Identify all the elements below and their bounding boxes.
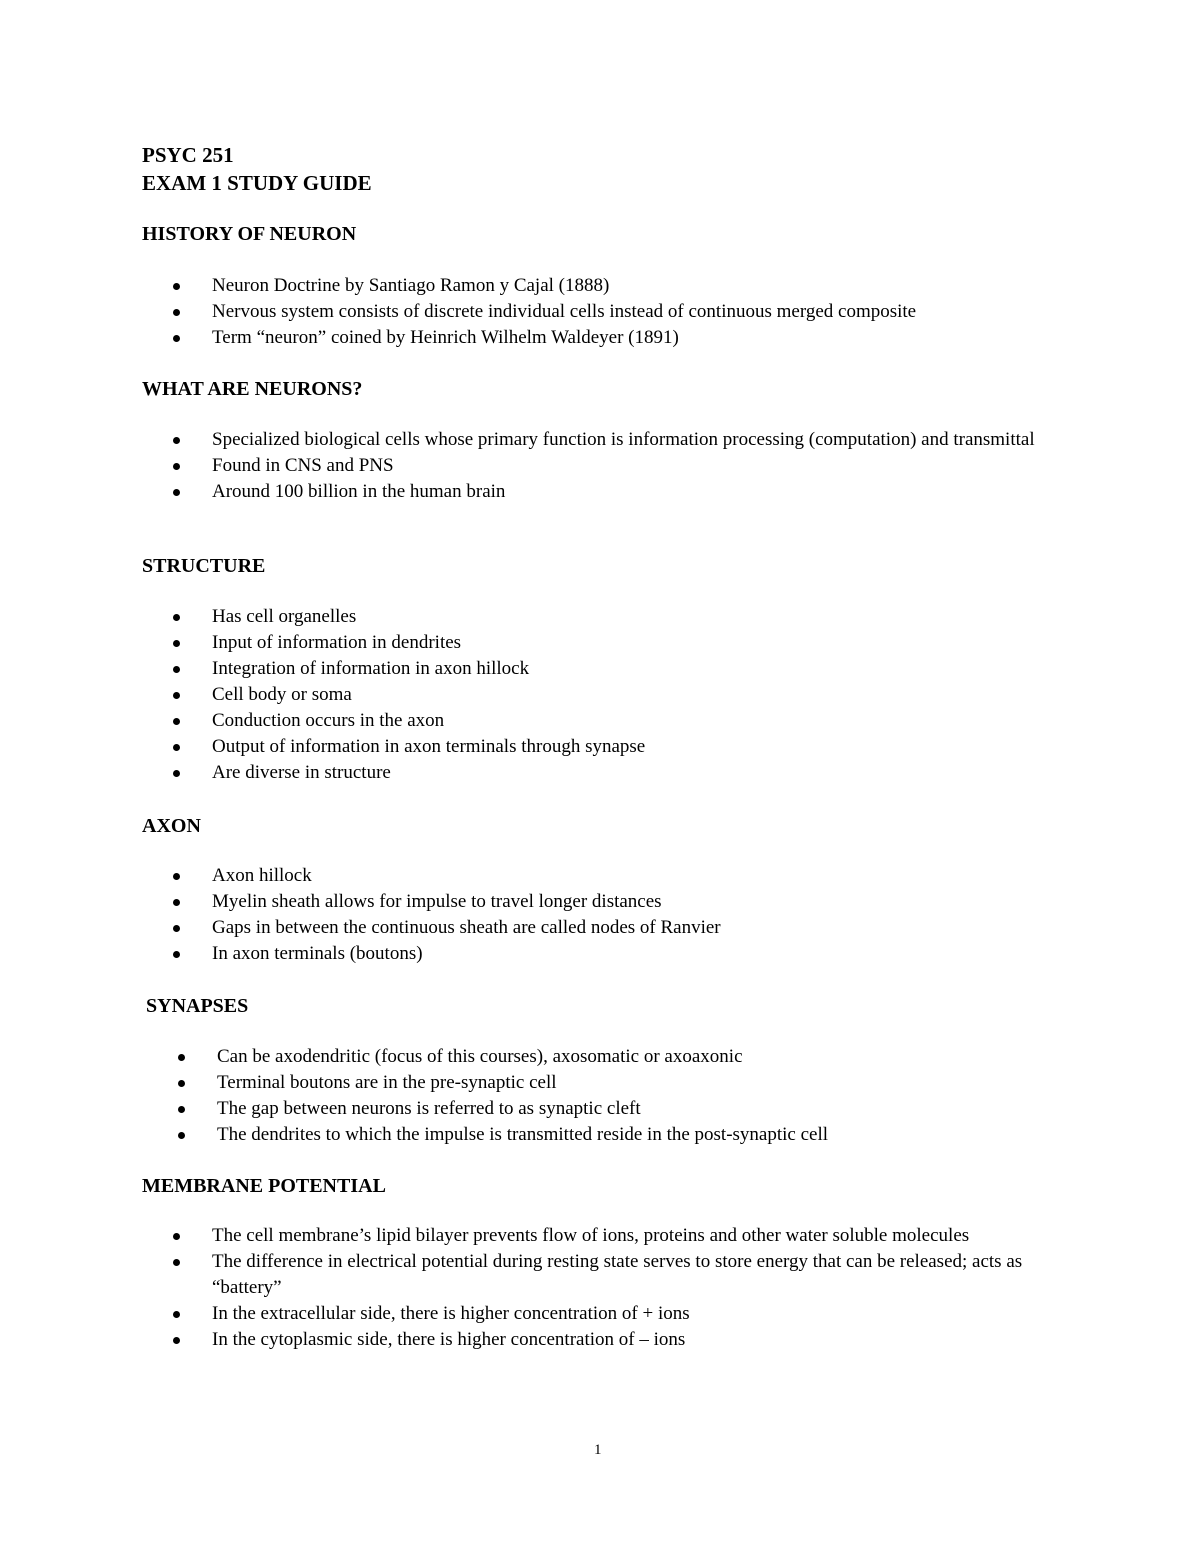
bullet-icon xyxy=(173,770,180,777)
list-item-text: Found in CNS and PNS xyxy=(212,455,394,476)
bullet-icon xyxy=(173,718,180,725)
list-item-text: In the cytoplasmic side, there is higher concentration of – ions xyxy=(212,1329,686,1350)
list-item xyxy=(0,889,1062,915)
list-item-text: Terminal boutons are in the pre-synaptic cell xyxy=(217,1072,557,1093)
list-item xyxy=(0,1070,1067,1096)
list-item-text: Around 100 billion in the human brain xyxy=(212,481,506,502)
bullet-icon xyxy=(173,614,180,621)
list-item xyxy=(0,1096,1067,1122)
list-item xyxy=(0,915,1062,941)
list-item-text: Has cell organelles xyxy=(212,606,357,627)
list-item-text: Term “neuron” coined by Heinrich Wilhelm Waldeyer (1891) xyxy=(212,327,679,348)
list-item-text: Specialized biological cells whose primary function is information processing (computation) and transmittal xyxy=(212,429,1035,450)
bullet-icon xyxy=(173,1337,180,1344)
bullet-icon xyxy=(173,925,180,932)
list-item xyxy=(0,453,1062,479)
list-item xyxy=(0,1044,1067,1070)
list-item-text: The cell membrane’s lipid bilayer prevents flow of ions, proteins and other water soluble molecules xyxy=(212,1225,970,1246)
bullet-icon xyxy=(173,640,180,647)
list-item-text: Can be axodendritic (focus of this courses), axosomatic or axoaxonic xyxy=(217,1046,743,1067)
list-item xyxy=(0,708,1062,734)
list-item-text: The gap between neurons is referred to as synaptic cleft xyxy=(217,1098,641,1119)
list-item xyxy=(0,1327,1062,1353)
list-item xyxy=(0,299,1062,325)
bullet-icon xyxy=(178,1054,185,1061)
list-item-text: Axon hillock xyxy=(212,865,312,886)
list-item-text: In the extracellular side, there is higher concentration of + ions xyxy=(212,1303,690,1324)
bullet-icon xyxy=(173,309,180,316)
list-item-text: Myelin sheath allows for impulse to travel longer distances xyxy=(212,891,662,912)
list-item xyxy=(0,427,1062,453)
bullet-icon xyxy=(173,437,180,444)
structure-list xyxy=(0,604,1062,786)
section-heading-history: HISTORY OF NEURON xyxy=(142,223,357,245)
list-item xyxy=(0,682,1062,708)
list-item-text: Cell body or soma xyxy=(212,684,352,705)
list-item xyxy=(0,1223,1062,1249)
history-list xyxy=(0,273,1062,351)
bullet-icon xyxy=(173,692,180,699)
section-heading-membrane-potential: MEMBRANE POTENTIAL xyxy=(142,1175,386,1197)
bullet-icon xyxy=(173,951,180,958)
bullet-icon xyxy=(173,335,180,342)
bullet-icon xyxy=(173,1233,180,1240)
membrane-list xyxy=(0,1223,1062,1353)
list-item-text: Are diverse in structure xyxy=(212,762,391,783)
bullet-icon xyxy=(173,899,180,906)
bullet-icon xyxy=(178,1132,185,1139)
list-item xyxy=(0,604,1062,630)
list-item xyxy=(0,1122,1067,1148)
list-item-text: The dendrites to which the impulse is transmitted reside in the post-synaptic cell xyxy=(217,1124,829,1145)
page-number: 1 xyxy=(594,1442,602,1458)
document-title: EXAM 1 STUDY GUIDE xyxy=(142,171,372,195)
course-title: PSYC 251 xyxy=(142,143,234,167)
list-item-text: Input of information in dendrites xyxy=(212,632,462,653)
list-item xyxy=(0,630,1062,656)
section-heading-structure: STRUCTURE xyxy=(142,555,266,577)
bullet-icon xyxy=(173,489,180,496)
section-heading-what-are-neurons: WHAT ARE NEURONS? xyxy=(142,378,363,400)
list-item xyxy=(0,273,1062,299)
list-item-text: Output of information in axon terminals through synapse xyxy=(212,736,646,757)
bullet-icon xyxy=(178,1106,185,1113)
list-item xyxy=(0,656,1062,682)
list-item xyxy=(0,1301,1062,1327)
list-item xyxy=(0,734,1062,760)
bullet-icon xyxy=(173,666,180,673)
list-item xyxy=(0,1249,1062,1301)
list-item-text: Nervous system consists of discrete individual cells instead of continuous merged composite xyxy=(212,301,917,322)
bullet-icon xyxy=(173,1311,180,1318)
section-heading-synapses: SYNAPSES xyxy=(146,995,249,1017)
list-item-text: Conduction occurs in the axon xyxy=(212,710,445,731)
list-item xyxy=(0,863,1062,889)
bullet-icon xyxy=(178,1080,185,1087)
bullet-icon xyxy=(173,744,180,751)
synapses-list xyxy=(0,1044,1067,1148)
section-heading-axon: AXON xyxy=(142,815,201,837)
list-item-text: In axon terminals (boutons) xyxy=(212,943,423,964)
bullet-icon xyxy=(173,283,180,290)
list-item-text: Neuron Doctrine by Santiago Ramon y Cajal (1888) xyxy=(212,275,610,296)
bullet-icon xyxy=(173,1259,180,1266)
list-item xyxy=(0,941,1062,967)
list-item-text: The difference in electrical potential during resting state serves to store energy that can be released; acts as “battery” xyxy=(212,1251,1023,1298)
what-list xyxy=(0,427,1062,505)
list-item-text: Integration of information in axon hillock xyxy=(212,658,530,679)
list-item xyxy=(0,325,1062,351)
list-item xyxy=(0,479,1062,505)
list-item xyxy=(0,760,1062,786)
axon-list xyxy=(0,863,1062,967)
list-item-text: Gaps in between the continuous sheath are called nodes of Ranvier xyxy=(212,917,721,938)
bullet-icon xyxy=(173,873,180,880)
bullet-icon xyxy=(173,463,180,470)
